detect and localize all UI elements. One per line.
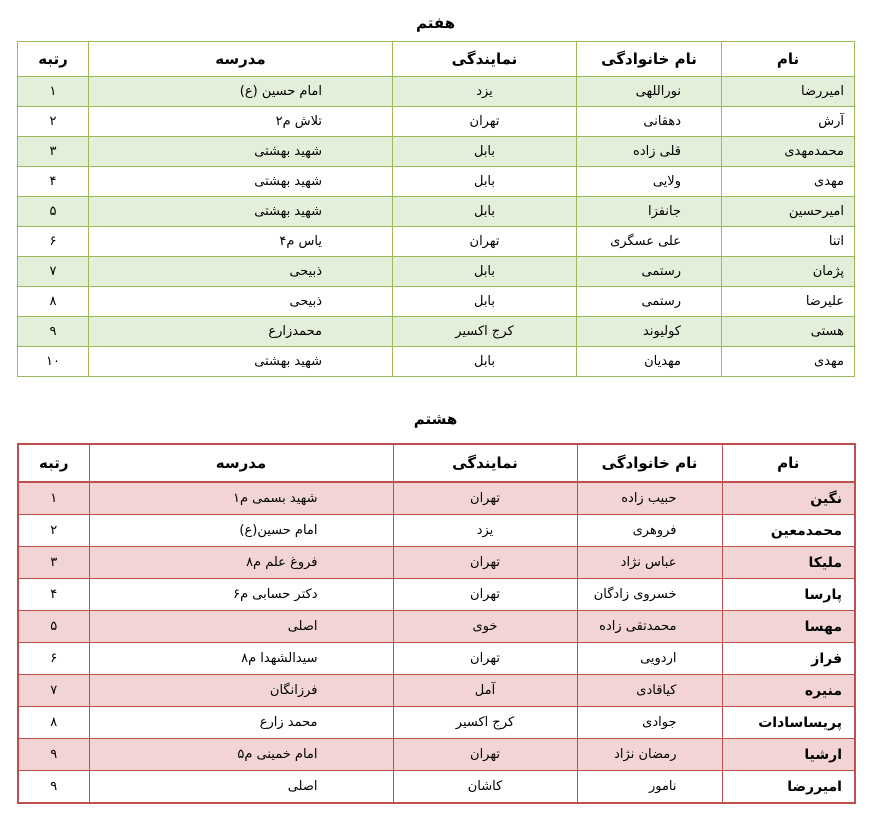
- rep-cell: تهران: [393, 579, 577, 611]
- school-cell: اصلی: [89, 771, 393, 804]
- rep-cell: یزد: [393, 515, 577, 547]
- rank-cell: ۸: [18, 287, 89, 317]
- name-cell: امیررضا: [722, 771, 855, 804]
- name-cell: پریساسادات: [722, 707, 855, 739]
- rank-cell: ۱: [18, 482, 89, 515]
- table-row: [18, 643, 855, 675]
- school-cell: شهید بهشتی: [89, 167, 393, 197]
- rep-cell: کاشان: [393, 771, 577, 804]
- rep-cell: تهران: [393, 739, 577, 771]
- table-row: [18, 227, 855, 257]
- rank-cell: ۶: [18, 643, 89, 675]
- header-family: نام خانوادگی: [577, 42, 722, 77]
- family-cell: علی عسگری: [577, 227, 722, 257]
- school-cell: شهید بسمی م۱: [89, 482, 393, 515]
- name-cell: مهسا: [722, 611, 855, 643]
- name-cell: نگین: [722, 482, 855, 515]
- family-cell: ولایی: [577, 167, 722, 197]
- rep-cell: تهران: [393, 643, 577, 675]
- table-row: [18, 257, 855, 287]
- grade7-table: [17, 41, 855, 377]
- family-cell: نوراللهی: [577, 77, 722, 107]
- rank-cell: ۲: [18, 107, 89, 137]
- header-name: نام: [722, 444, 855, 482]
- family-cell: عباس نژاد: [577, 547, 722, 579]
- family-cell: خسروی زادگان: [577, 579, 722, 611]
- rep-cell: تهران: [393, 107, 577, 137]
- school-cell: ذبیحی: [89, 257, 393, 287]
- family-cell: نامور: [577, 771, 722, 804]
- name-cell: هستی: [722, 317, 855, 347]
- rank-cell: ۸: [18, 707, 89, 739]
- rep-cell: بابل: [393, 347, 577, 377]
- table-row: [18, 77, 855, 107]
- name-cell: فراز: [722, 643, 855, 675]
- table-row: [18, 317, 855, 347]
- name-cell: ارشیا: [722, 739, 855, 771]
- table-row: [18, 347, 855, 377]
- family-cell: رمضان نژاد: [577, 739, 722, 771]
- name-cell: آرش: [722, 107, 855, 137]
- school-cell: تلاش م۲: [89, 107, 393, 137]
- rep-cell: آمل: [393, 675, 577, 707]
- table-row: [18, 482, 855, 515]
- header-rank: رتبه: [18, 42, 89, 77]
- school-cell: محمد زارع: [89, 707, 393, 739]
- family-cell: مهدیان: [577, 347, 722, 377]
- grade8-title: هشتم: [413, 410, 458, 428]
- table-row: [18, 287, 855, 317]
- table-row: [18, 739, 855, 771]
- family-cell: رستمی: [577, 257, 722, 287]
- name-cell: اتنا: [722, 227, 855, 257]
- header-name: نام: [722, 42, 855, 77]
- rank-cell: ۱۰: [18, 347, 89, 377]
- family-cell: کولیوند: [577, 317, 722, 347]
- table-row: [18, 107, 855, 137]
- rank-cell: ۱: [18, 77, 89, 107]
- school-cell: امام خمینی م۵: [89, 739, 393, 771]
- family-cell: حبیب زاده: [577, 482, 722, 515]
- school-cell: شهید بهشتی: [89, 197, 393, 227]
- rank-cell: ۴: [18, 579, 89, 611]
- table-row: [18, 675, 855, 707]
- rank-cell: ۹: [18, 317, 89, 347]
- rank-cell: ۵: [18, 197, 89, 227]
- family-cell: رستمی: [577, 287, 722, 317]
- rep-cell: بابل: [393, 167, 577, 197]
- school-cell: اصلی: [89, 611, 393, 643]
- family-cell: محمدتقی زاده: [577, 611, 722, 643]
- grade8-table: [17, 443, 856, 804]
- name-cell: محمدمعین: [722, 515, 855, 547]
- header-rank: رتبه: [18, 444, 89, 482]
- school-cell: دکتر حسابی م۶: [89, 579, 393, 611]
- name-cell: پارسا: [722, 579, 855, 611]
- rep-cell: تهران: [393, 482, 577, 515]
- table-row: [18, 167, 855, 197]
- rep-cell: بابل: [393, 257, 577, 287]
- name-cell: امیررضا: [722, 77, 855, 107]
- rep-cell: خوی: [393, 611, 577, 643]
- family-cell: جوادی: [577, 707, 722, 739]
- table-row: [18, 515, 855, 547]
- header-school: مدرسه: [89, 444, 393, 482]
- name-cell: منیره: [722, 675, 855, 707]
- school-cell: ذبیحی: [89, 287, 393, 317]
- school-cell: امام حسین (ع): [89, 77, 393, 107]
- name-cell: مهدی: [722, 167, 855, 197]
- table-row: [18, 611, 855, 643]
- school-cell: یاس م۴: [89, 227, 393, 257]
- name-cell: ملیکا: [722, 547, 855, 579]
- table-row: [18, 771, 855, 804]
- header-family: نام خانوادگی: [577, 444, 722, 482]
- rep-cell: بابل: [393, 137, 577, 167]
- family-cell: جانفزا: [577, 197, 722, 227]
- rank-cell: ۲: [18, 515, 89, 547]
- rep-cell: تهران: [393, 547, 577, 579]
- school-cell: محمدزارع: [89, 317, 393, 347]
- rank-cell: ۳: [18, 547, 89, 579]
- rep-cell: کرج اکسیر: [393, 317, 577, 347]
- name-cell: علیرضا: [722, 287, 855, 317]
- name-cell: محمدمهدی: [722, 137, 855, 167]
- rep-cell: کرج اکسیر: [393, 707, 577, 739]
- family-cell: قلی زاده: [577, 137, 722, 167]
- rank-cell: ۴: [18, 167, 89, 197]
- family-cell: فروهری: [577, 515, 722, 547]
- family-cell: اردویی: [577, 643, 722, 675]
- grade7-title: هفتم: [415, 14, 456, 32]
- school-cell: فروغ علم م۸: [89, 547, 393, 579]
- school-cell: شهید بهشتی: [89, 137, 393, 167]
- school-cell: امام حسین(ع): [89, 515, 393, 547]
- family-cell: کیاقادی: [577, 675, 722, 707]
- header-rep: نمایندگی: [393, 444, 577, 482]
- school-cell: سیدالشهدا م۸: [89, 643, 393, 675]
- school-cell: فرزانگان: [89, 675, 393, 707]
- table-row: [18, 137, 855, 167]
- name-cell: امیرحسین: [722, 197, 855, 227]
- header-row: [18, 42, 855, 77]
- rank-cell: ۵: [18, 611, 89, 643]
- family-cell: دهقانی: [577, 107, 722, 137]
- rank-cell: ۹: [18, 771, 89, 804]
- name-cell: مهدی: [722, 347, 855, 377]
- rep-cell: تهران: [393, 227, 577, 257]
- name-cell: پژمان: [722, 257, 855, 287]
- rep-cell: یزد: [393, 77, 577, 107]
- table-row: [18, 547, 855, 579]
- rep-cell: بابل: [393, 287, 577, 317]
- header-rep: نمایندگی: [393, 42, 577, 77]
- rank-cell: ۹: [18, 739, 89, 771]
- rank-cell: ۶: [18, 227, 89, 257]
- rank-cell: ۳: [18, 137, 89, 167]
- rank-cell: ۷: [18, 257, 89, 287]
- table-row: [18, 579, 855, 611]
- header-row: [18, 444, 855, 482]
- rep-cell: بابل: [393, 197, 577, 227]
- header-school: مدرسه: [89, 42, 393, 77]
- table-row: [18, 707, 855, 739]
- rank-cell: ۷: [18, 675, 89, 707]
- table-row: [18, 197, 855, 227]
- school-cell: شهید بهشتی: [89, 347, 393, 377]
